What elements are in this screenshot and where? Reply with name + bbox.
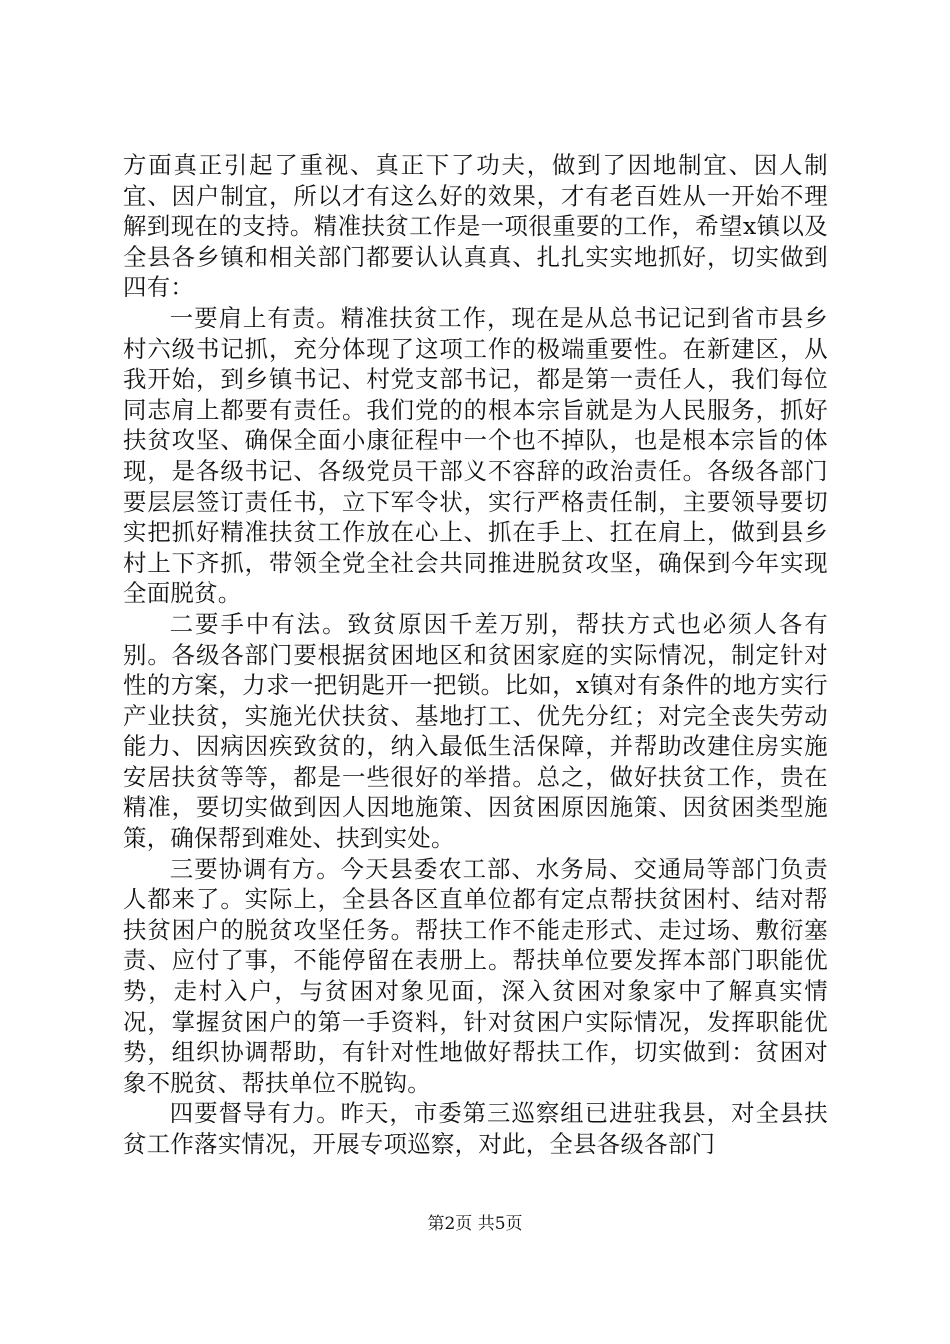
document-body	[123, 150, 828, 1160]
paragraph-3: 二要手中有法。致贫原因千差万别，帮扶方式也必须人各有别。各级各部门要根据贫困地区和贫困家庭的实际情况，制定针对性的方案，力求一把钥匙开一把锁。比如，x镇对有条件的地方实行产业扶贫，实施光伏扶贫、基地打工、优先分红；对完全丧失劳动能力、因病因疾致贫的，纳入最低生活保障，并帮助改建住房实施安居扶贫等等，都是一些很好的举措。总之，做好扶贫工作，贵在精准，要切实做到因人因地施策、因贫困原因施策、因贫困类型施策，确保帮到难处、扶到实处。	[123, 609, 828, 853]
paragraph-2: 一要肩上有责。精准扶贫工作，现在是从总书记记到省市县乡村六级书记抓，充分体现了这项工作的极端重要性。在新建区，从我开始，到乡镇书记、村党支部书记，都是第一责任人，我们每位同志肩上都要有责任。我们党的的根本宗旨就是为人民服务，抓好扶贫攻坚、确保全面小康征程中一个也不掉队，也是根本宗旨的体现，是各级书记、各级党员干部义不容辞的政治责任。各级各部门要层层签订责任书，立下军令状，实行严格责任制，主要领导要切实把抓好精准扶贫工作放在心上、抓在手上、扛在肩上，做到县乡村上下齐抓，带领全党全社会共同推进脱贫攻坚，确保到今年实现全面脱贫。	[123, 303, 828, 608]
paragraph-4: 三要协调有方。今天县委农工部、水务局、交通局等部门负责人都来了。实际上，全县各区直单位都有定点帮扶贫困村、结对帮扶贫困户的脱贫攻坚任务。帮扶工作不能走形式、走过场、敷衍塞责、应付了事，不能停留在表册上。帮扶单位要发挥本部门职能优势，走村入户，与贫困对象见面，深入贫困对象家中了解真实情况，掌握贫困户的第一手资料，针对贫困户实际情况，发挥职能优势，组织协调帮助，有针对性地做好帮扶工作，切实做到：贫困对象不脱贫、帮扶单位不脱钩。	[123, 854, 828, 1097]
paragraph-5: 四要督导有力。昨天，市委第三巡察组已进驻我县，对全县扶贫工作落实情况，开展专项巡察，对此，全县各级各部门	[123, 1099, 828, 1158]
page-footer: 第2页 共5页	[427, 1214, 523, 1234]
paragraph-1: 方面真正引起了重视、真正下了功夫，做到了因地制宜、因人制宜、因户制宜，所以才有这么好的效果，才有老百姓从一开始不理解到现在的支持。精准扶贫工作是一项很重要的工作，希望x镇以及全县各乡镇和相关部门都要认认真真、扎扎实实地抓好，切实做到四有：	[123, 151, 828, 302]
